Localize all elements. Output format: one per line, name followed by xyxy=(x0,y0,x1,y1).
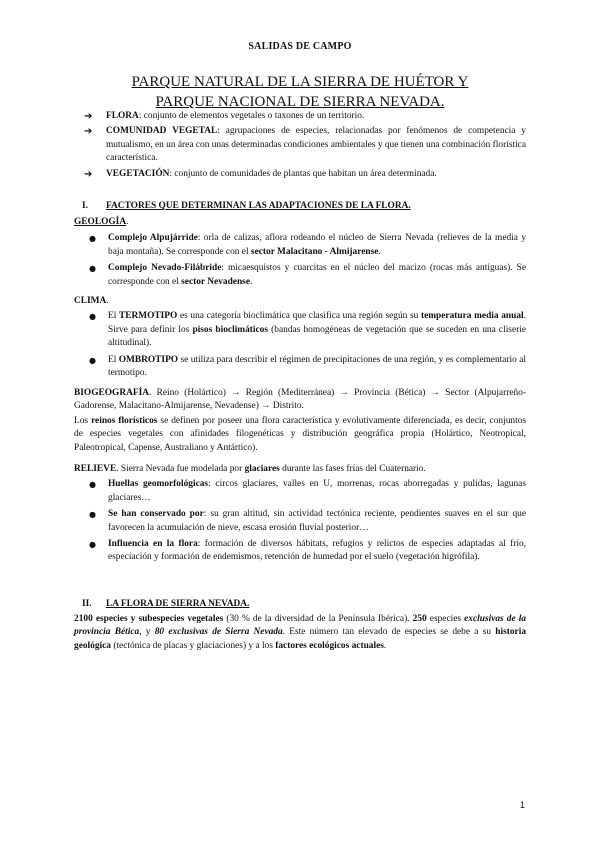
title-line-1: PARQUE NATURAL DE LA SIERRA DE HUÉTOR Y xyxy=(131,74,469,90)
geologia-heading: GEOLOGÍA xyxy=(74,217,127,227)
clima-section: CLIMA. ● El TERMOTIPO es una categoría bioclimática que clasifica una región según su temperatura media anual. Sirve para definir los pisos bioclimáticos (bandas homogéneas de vegetación que se suceden en una cliserie altitudinal). ● El OMBROTIPO se utiliza para describir el régimen de precipitaciones de una región, y es complementario al termotipo. xyxy=(74,295,526,380)
section-2-heading: II. LA FLORA DE SIERRA NEVADA. xyxy=(82,599,250,609)
list-item: ● Complejo Nevado-Filábride: micaesquistos y cuarcitas en el núcleo del macizo (rocas más antiguas). Se corresponde con el sector Nevadense. xyxy=(89,263,526,287)
arrow-icon: ➔ xyxy=(84,168,93,180)
relieve-section: RELIEVE. Sierra Nevada fue modelada por glaciares durante las fases frías del Cuaternario. ● Huellas geomorfológicas: circos glaciares, valles en U, morrenas, rocas aborregadas y pulidas, lagunas glaciares… ● Se han conservado por: su gran altitud, sin actividad tectónica reciente, pendientes suaves en el sur que favorecen la acumulación de nieve, escasa erosión fluvial posterior… ● Influencia en la flora: formación de diversos hábitats, refugios y relictos de especies adaptadas al frío, especiación y formación de endemismos, retención de humedad por el suelo (vegetación higrófila). xyxy=(74,463,526,565)
definition-vegetacion: ➔ VEGETACIÓN: conjunto de comunidades de plantas que habitan un área determinada. xyxy=(84,168,437,180)
geologia-section: GEOLOGÍA. ● Complejo Alpujárride: orla de calizas, aflora rodeando el núcleo de Sierra Nevada (relieves de la media y baja montaña). Se corresponde con el sector Malacitano - Almijarense. ● Complejo Nevado-Filábride: micaesquistos y cuarcitas en el núcleo del macizo (rocas más antiguas). Se corresponde con el sector Nevadense. xyxy=(74,216,526,289)
definitions-list xyxy=(74,110,526,181)
page-header: SALIDAS DE CAMPO xyxy=(248,41,352,52)
bullet-icon: ● xyxy=(89,234,96,244)
list-item: ● El OMBROTIPO se utiliza para describir el régimen de precipitaciones de una región, y es complementario al termotipo. xyxy=(89,354,526,379)
bullet-icon: ● xyxy=(89,264,96,274)
biogeografia-heading: BIOGEOGRAFÍA xyxy=(74,388,150,398)
list-item: ● Complejo Alpujárride: orla de calizas, aflora rodeando el núcleo de Sierra Nevada (relieves de la media y baja montaña). Se corresponde con el sector Malacitano - Almijarense. xyxy=(89,233,527,257)
flora-paragraph: 2100 especies y subespecies vegetales (30 % de la diversidad de la Península Ibérica). 250 especies exclusivas de la provincia Bética, y 80 exclusivas de Sierra Nevada. Este número tan elevado de especies se debe a su historia geológica (tectónica de placas y glaciaciones) y a los factores ecológicos actuales. xyxy=(74,614,527,651)
clima-heading: CLIMA xyxy=(74,296,107,306)
section-1-heading: I. FACTORES QUE DETERMINAN LAS ADAPTACIONES DE LA FLORA. xyxy=(82,201,411,211)
arrow-icon: ➔ xyxy=(84,111,93,122)
definition-flora: ➔ FLORA: conjunto de elementos vegetales o taxones de un territorio. xyxy=(84,111,365,122)
list-item: ● Influencia en la flora: formación de diversos hábitats, refugios y relictos de especies adaptadas al frío, especiación y formación de endemismos, retención de humedad por el suelo (vegetación higrófila). xyxy=(89,539,526,563)
title-line-2: PARQUE NACIONAL DE SIERRA NEVADA xyxy=(155,94,441,110)
relieve-heading: RELIEVE xyxy=(74,464,117,474)
list-item: ● Se han conservado por: su gran altitud, sin actividad tectónica reciente, pendientes suaves en el sur que favorecen la acumulación de nieve, escasa erosión fluvial posterior… xyxy=(89,509,526,533)
bullet-icon: ● xyxy=(89,480,96,490)
bullet-icon: ● xyxy=(89,540,96,550)
bullet-icon: ● xyxy=(89,355,96,365)
arrow-icon: ➔ xyxy=(84,126,93,138)
list-item: ● Huellas geomorfológicas: circos glaciares, valles en U, morrenas, rocas aborregadas y pulidas, lagunas glaciares… xyxy=(89,479,526,503)
biogeografia-section: BIOGEOGRAFÍA. Reino (Holártico) → Región (Mediterránea) → Provincia (Bética) → Sector (Alpujarreño-Gadorense, Malacitano-Almijarense, Nevadense) → Distrito. Los reinos florísticos se definen por poseer una flora característica y evolutivamente diferenciada, es decir, conjuntos de especies vegetales con afinidades filogenéticas y distribución geográfica propia (Holártico, Neotropical, Paleotropical, Capense, Australiano y Antártico). xyxy=(74,388,527,453)
bullet-icon: ● xyxy=(89,510,96,520)
definition-comunidad: ➔ COMUNIDAD VEGETAL: agrupaciones de especies, relacionadas por fenómenos de competencia y mutualismo, en un área con unas determinadas condiciones ambientales y que tienen una combinación florística característica. xyxy=(84,126,526,164)
bullet-icon: ● xyxy=(89,312,96,322)
list-item: ● El TERMOTIPO es una categoría bioclimática que clasifica una región según su temperatura media anual. Sirve para definir los pisos bioclimáticos (bandas homogéneas de vegetación que se suceden en una cliserie altitudinal). xyxy=(89,311,527,349)
page-title: PARQUE NATURAL DE LA SIERRA DE HUÉTOR Y PARQUE NACIONAL DE SIERRA NEVADA. xyxy=(131,74,469,110)
page-number: 1 xyxy=(520,800,526,810)
